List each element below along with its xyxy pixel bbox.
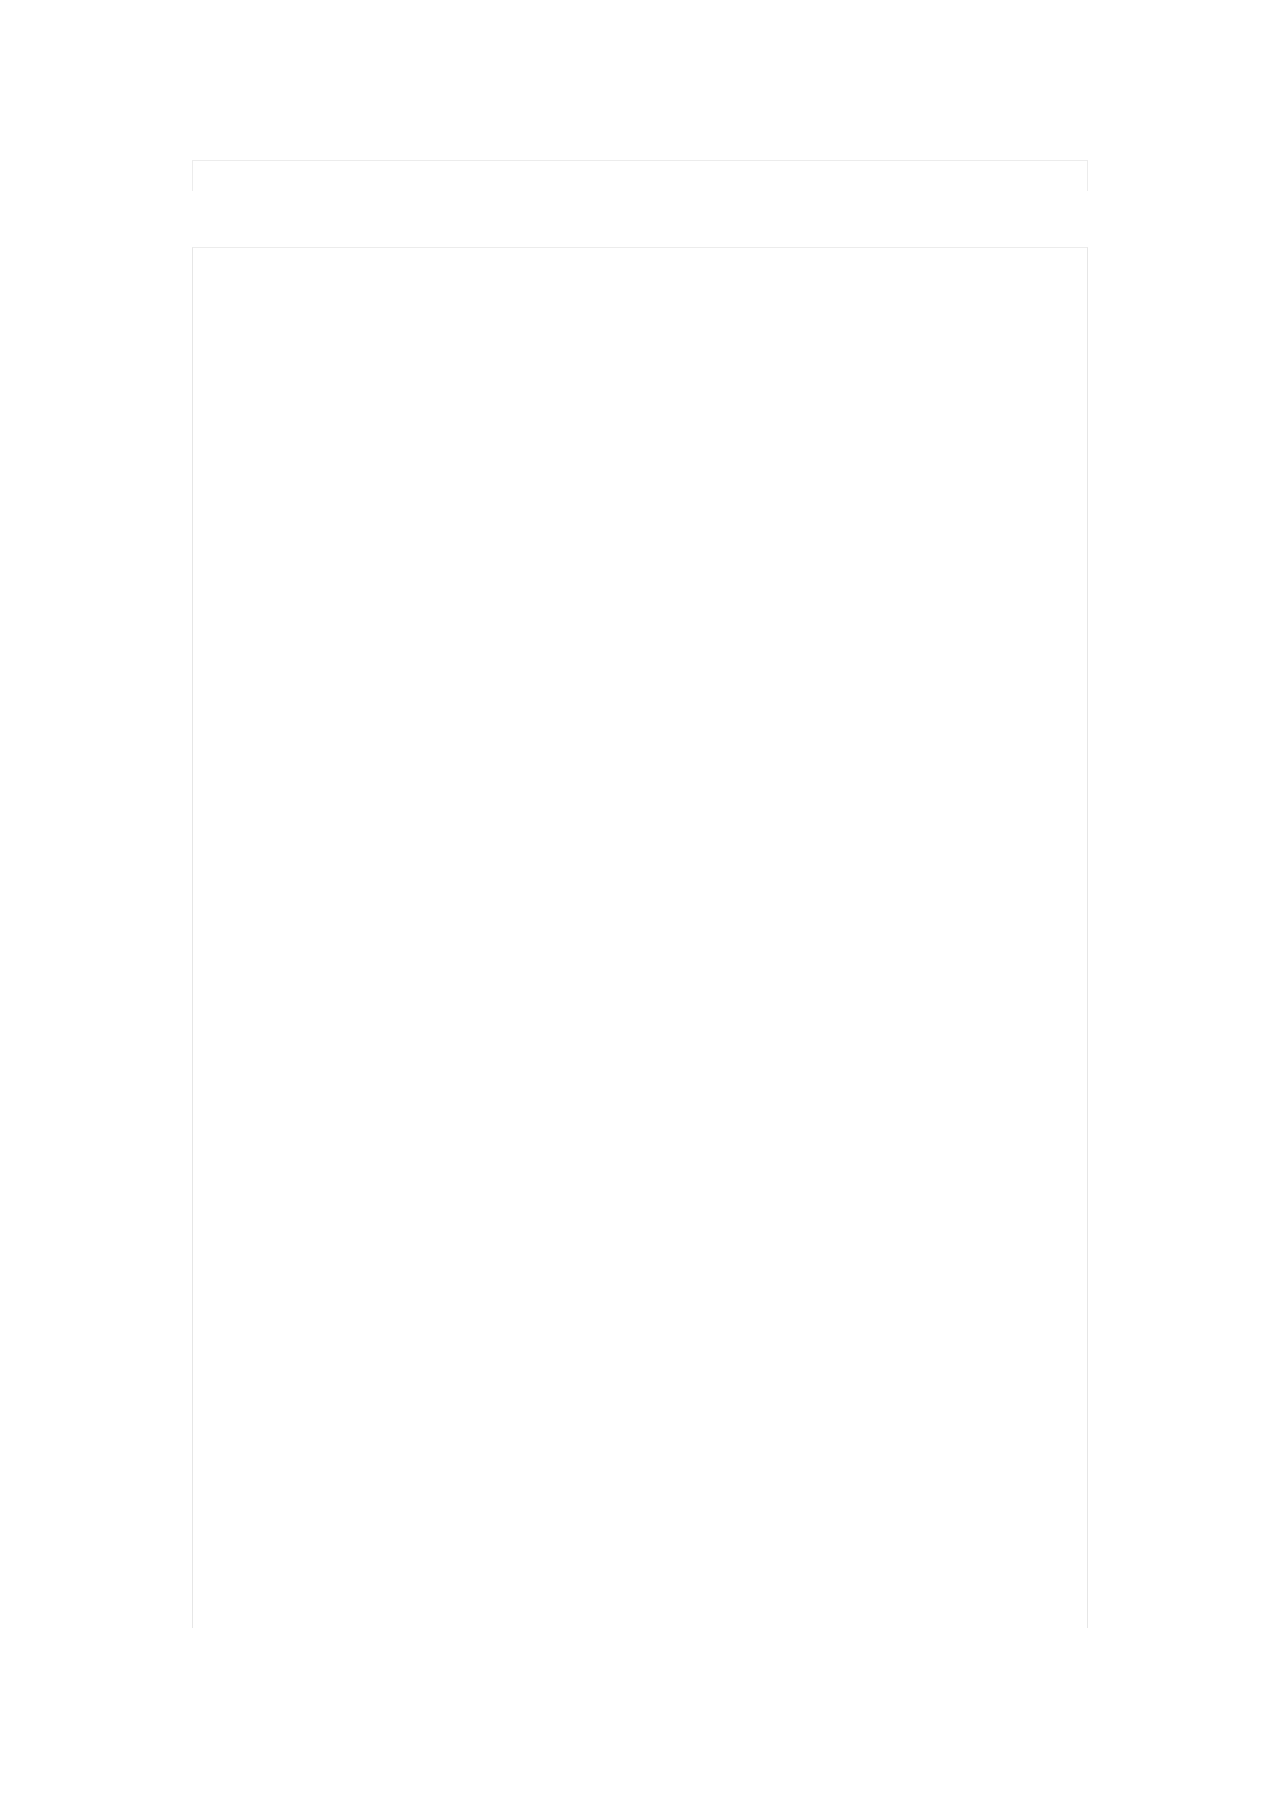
page-frame-top — [192, 160, 1088, 191]
content-box — [192, 247, 1088, 1628]
